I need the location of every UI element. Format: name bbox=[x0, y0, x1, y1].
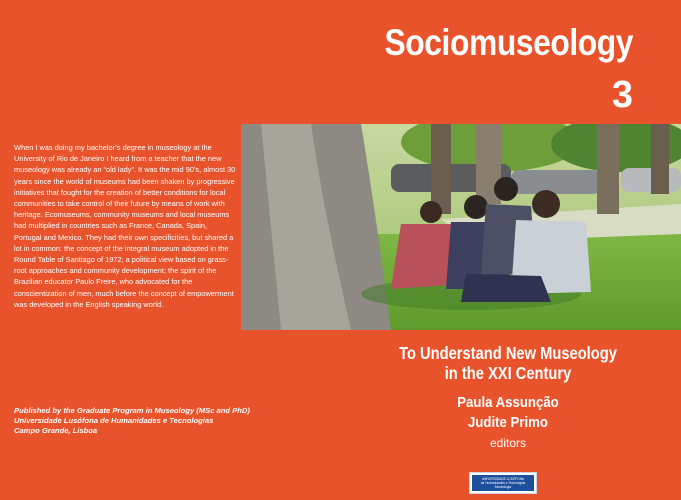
volume-number: 3 bbox=[611, 74, 633, 116]
logo-line-1: UNIVERSIDADE LUSÓFONA bbox=[481, 477, 525, 481]
logo-badge bbox=[472, 475, 534, 491]
back-cover-text: When I was doing my bachelor’s degree in museology at the University of Rio de Janeiro I heard from a teacher that the new museology was already an “old lady”. It was the mid 90’s, almost 30 years since the world of museums had been shaken by progressive initiatives that fought for the creation of better conditions for local communities to take control of their future by means of work with heritage. Ecomuseums, community museums and local museums had multiplied in countries such as France, Canada, Spain, Portugal and Mexico. They had their own specificities, but shared a lot in common: the concept of the integral museum adopted in the Round Table of Santiago of 1972; a political view based on grass-root approaches and community development; the spirit of the Brazilian educator Paulo Freire, who advocated for the conscientization of men, much before the concept of empowerment was developed in the English speaking world. bbox=[14, 143, 236, 309]
subtitle-line-1: To Understand New Museology bbox=[399, 343, 617, 363]
editors-label: editors bbox=[489, 436, 527, 450]
publisher-line-2: Universidade Lusófona de Humanidades e Tecnologias bbox=[14, 416, 214, 425]
book-title: Sociomuseology bbox=[384, 22, 633, 63]
publisher-line-1: Published by the Graduate Program in Museology (MSc and PhD) bbox=[14, 406, 250, 415]
author-2: Judite Primo bbox=[468, 414, 548, 431]
book-subtitle bbox=[382, 343, 634, 383]
subtitle-line-2: in the XXI Century bbox=[444, 363, 572, 383]
publisher-line-3: Campo Grande, Lisboa bbox=[14, 426, 98, 435]
logo-line-2: de Humanidades e Tecnologias bbox=[480, 481, 526, 485]
authors bbox=[376, 393, 640, 433]
author-1: Paula Assunção bbox=[457, 394, 559, 411]
publisher-info bbox=[14, 406, 254, 436]
university-logo bbox=[469, 472, 537, 494]
logo-line-3: Museologia bbox=[494, 485, 512, 489]
cover-photo bbox=[241, 124, 681, 330]
